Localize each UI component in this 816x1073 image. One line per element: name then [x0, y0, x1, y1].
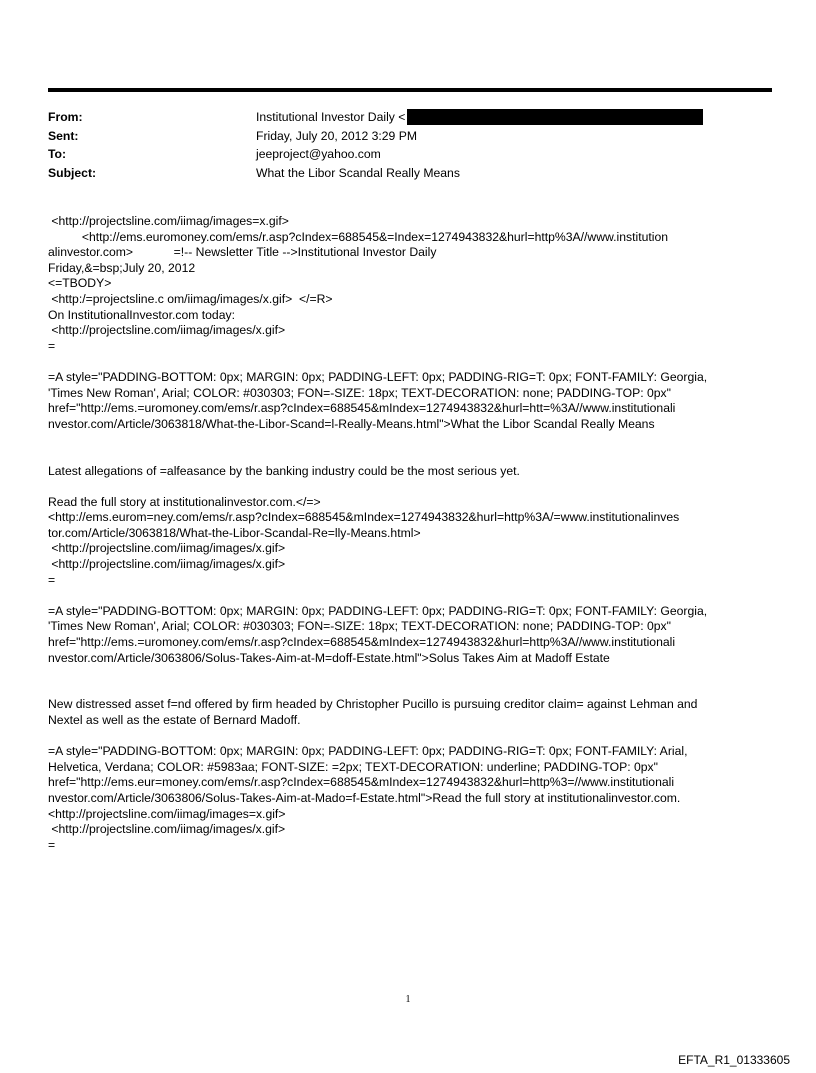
body-line: =	[48, 338, 56, 353]
body-line: <http://ems.eurom=ney.com/ems/r.asp?cIndex=688545&mIndex=1274943832&hurl=http%3A/=www.institutionalinves	[48, 510, 680, 525]
header-rule	[48, 88, 772, 92]
spacer	[48, 354, 772, 370]
to-label: To:	[48, 147, 67, 161]
to-row	[48, 145, 772, 164]
page-number: 1	[405, 994, 411, 1005]
body-line: alinvestor.com> =!-- Newsletter Title -->Institutional Investor Daily	[48, 245, 437, 260]
body-line: href="http://ems.=uromoney.com/ems/r.asp?cIndex=688545&mIndex=1274943832&hurl=htt=%3A//www.institutionali	[48, 401, 676, 416]
body-line: 'Times New Roman', Arial; COLOR: #030303; FON=-SIZE: 18px; TEXT-DECORATION: none; PADDING-TOP: 0px"	[48, 619, 671, 634]
sent-value: Friday, July 20, 2012 3:29 PM	[256, 128, 418, 143]
from-label: From:	[48, 110, 83, 124]
body-line: =A style="PADDING-BOTTOM: 0px; MARGIN: 0px; PADDING-LEFT: 0px; PADDING-RIG=T: 0px; FONT-FAMILY: Georgia,	[48, 369, 708, 384]
body-line: <http://projectsline.com/iimag/images=x.gif>	[48, 806, 286, 821]
email-body	[48, 214, 772, 853]
spacer	[48, 729, 772, 745]
body-line: <http://ems.euromoney.com/ems/r.asp?cIndex=688545&=Index=1274943832&hurl=http%3A//www.institution	[48, 229, 669, 244]
body-line: 'Times New Roman', Arial; COLOR: #030303; FON=-SIZE: 18px; TEXT-DECORATION: none; PADDING-TOP: 0px"	[48, 385, 671, 400]
subject-label: Subject:	[48, 165, 97, 180]
body-line: href="http://ems.eur=money.com/ems/r.asp?cIndex=688545&mIndex=1274943832&hurl=http%3=//www.institutionali	[48, 775, 675, 790]
body-line: <http://projectsline.com/iimag/images/x.gif>	[48, 323, 286, 338]
to-value: jeeproject@yahoo.com	[256, 147, 381, 161]
from-value	[256, 108, 703, 127]
document-id: EFTA_R1_01333605	[678, 1053, 790, 1067]
body-line: Latest allegations of =alfeasance by the banking industry could be the most serious yet.	[48, 463, 520, 478]
body-line: =A style="PADDING-BOTTOM: 0px; MARGIN: 0px; PADDING-LEFT: 0px; PADDING-RIG=T: 0px; FONT-FAMILY: Arial,	[48, 744, 688, 759]
body-line: Friday,&=bsp;July 20, 2012	[48, 260, 196, 275]
sent-label: Sent:	[48, 128, 79, 143]
body-line: nvestor.com/Article/3063818/What-the-Libor-Scand=l-Really-Means.html">What the Libor Scandal Really Means	[48, 416, 655, 431]
spacer	[48, 432, 772, 463]
body-line: href="http://ems.=uromoney.com/ems/r.asp?cIndex=688545&mIndex=1274943832&hurl=http%3A//www.institutionali	[48, 635, 676, 650]
body-line: tor.com/Article/3063818/What-the-Libor-Scandal-Re=lly-Means.html>	[48, 525, 421, 540]
sent-row	[48, 127, 772, 146]
body-line: <=TBODY>	[48, 276, 112, 291]
body-line: New distressed asset f=nd offered by firm headed by Christopher Pucillo is pursuing creditor claim= against Lehman and	[48, 697, 698, 712]
body-line: On InstitutionalInvestor.com today:	[48, 307, 235, 322]
redaction-bar	[407, 109, 703, 125]
body-line: <http://projectsline.com/iimag/images=x.gif>	[48, 214, 289, 228]
body-line: =A style="PADDING-BOTTOM: 0px; MARGIN: 0px; PADDING-LEFT: 0px; PADDING-RIG=T: 0px; FONT-FAMILY: Georgia,	[48, 603, 708, 618]
spacer	[48, 666, 772, 697]
subject-row	[48, 164, 772, 183]
body-line: =	[48, 837, 56, 852]
subject-value: What the Libor Scandal Really Means	[256, 165, 460, 180]
spacer	[48, 588, 772, 604]
body-line: nvestor.com/Article/3063806/Solus-Takes-Aim-at-Mado=f-Estate.html">Read the full story at institutionalinvestor.com.	[48, 790, 681, 805]
body-line: Nextel as well as the estate of Bernard Madoff.	[48, 713, 301, 727]
from-sender: Institutional Investor Daily <	[256, 110, 406, 124]
body-line: nvestor.com/Article/3063806/Solus-Takes-Aim-at-M=doff-Estate.html">Solus Takes Aim at Madoff Estate	[48, 650, 610, 665]
from-row	[48, 108, 772, 127]
body-line: =	[48, 572, 56, 587]
body-line: <http://projectsline.com/iimag/images/x.gif>	[48, 822, 286, 837]
spacer	[48, 479, 772, 495]
body-line: Read the full story at institutionalinvestor.com.</=>	[48, 494, 321, 509]
body-line: <http://projectsline.com/iimag/images/x.gif>	[48, 541, 286, 556]
email-header	[48, 108, 772, 182]
body-line: <http://projectsline.com/iimag/images/x.gif>	[48, 557, 286, 572]
body-line: <http:/=projectsline.c om/iimag/images/x.gif> </=R>	[48, 291, 333, 306]
body-line: Helvetica, Verdana; COLOR: #5983aa; FONT-SIZE: =2px; TEXT-DECORATION: underline; PADDING-TOP: 0px"	[48, 759, 658, 774]
